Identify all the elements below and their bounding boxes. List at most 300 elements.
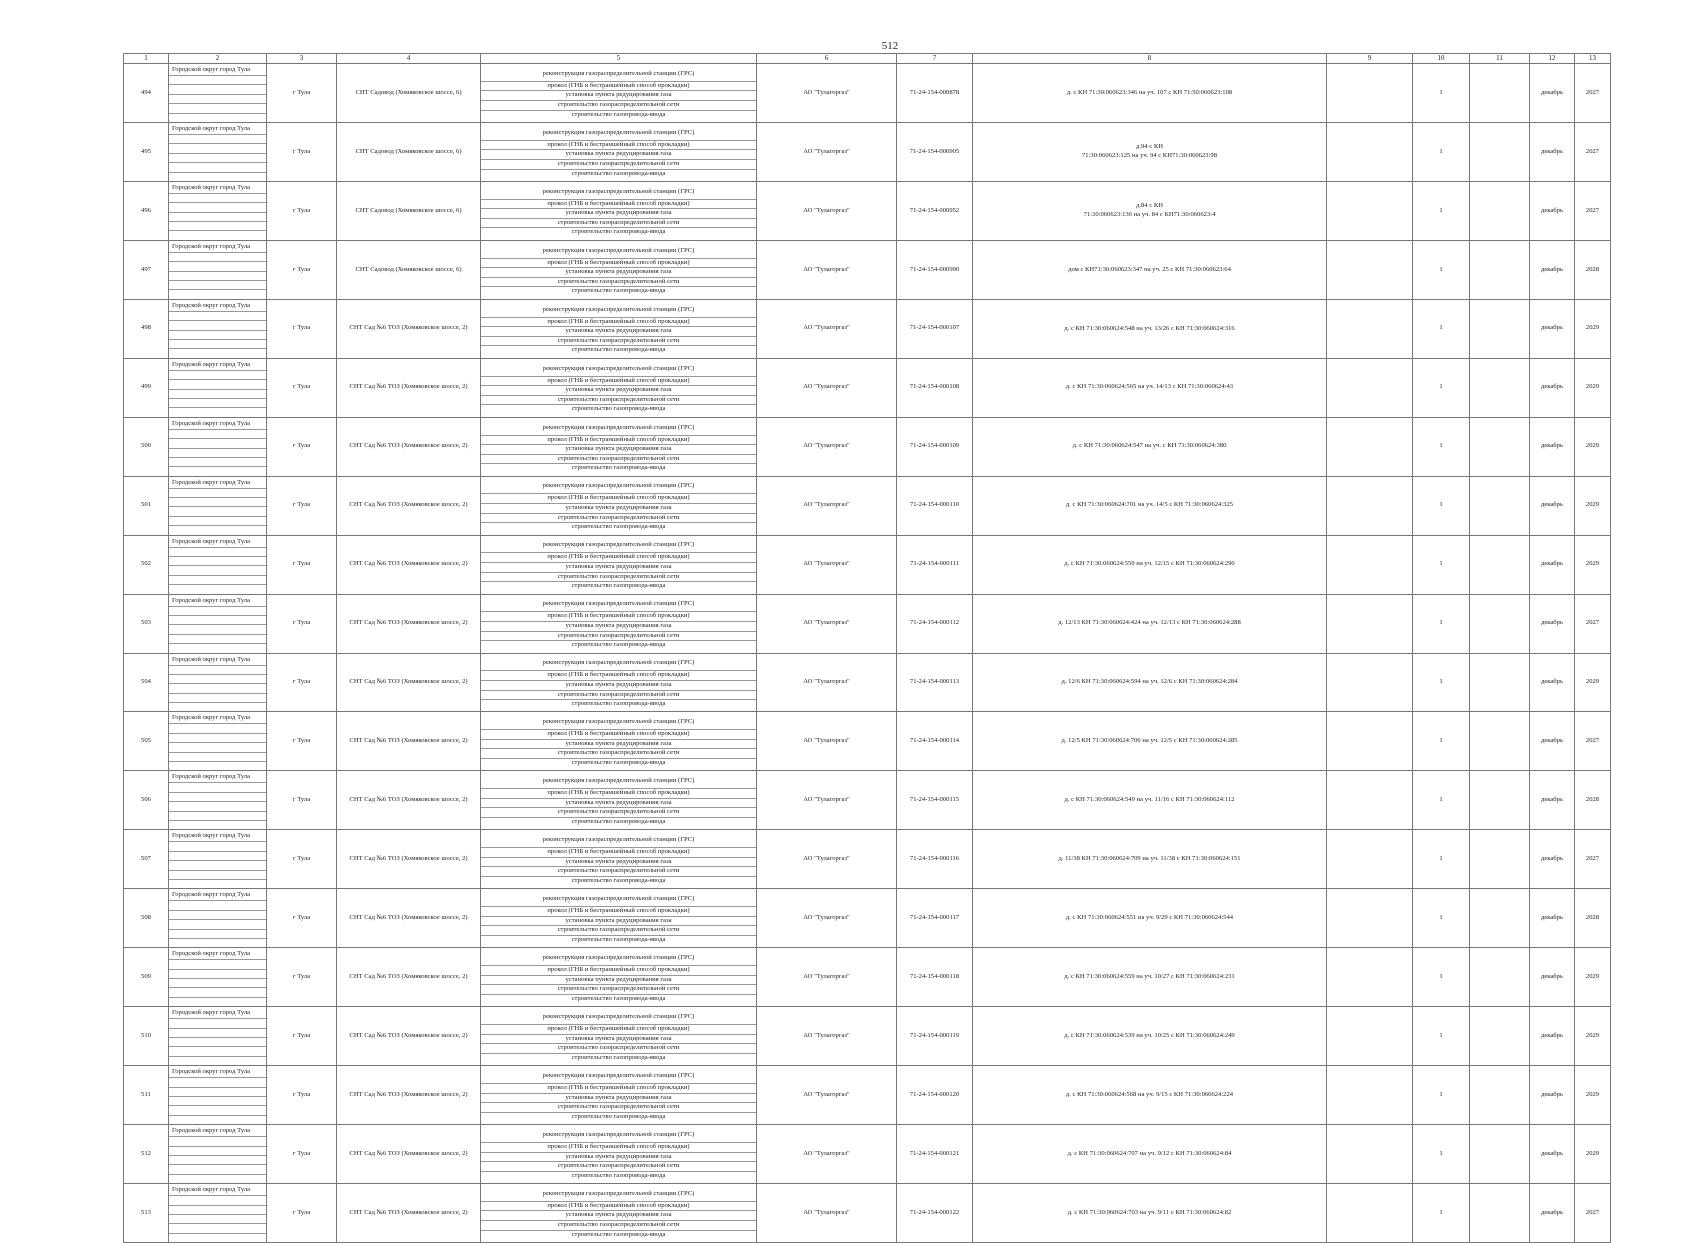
month-cell: декабрь (1530, 535, 1575, 594)
settlement-cell: СНТ Садовод (Хомяковское шоссе, 6) (337, 240, 481, 299)
quantity-cell: 1 (1413, 476, 1470, 535)
column-9-cell (1327, 1007, 1413, 1066)
address-cell: д. с КН 71:30:060624:701 на уч. 14/5 с КН 71:30:060624:325 (973, 476, 1327, 535)
work-item: прокол (ГНБ и бестраншейный способ прокладки) (481, 200, 756, 210)
column-11-cell (1470, 417, 1530, 476)
row-number: 496 (124, 181, 169, 240)
work-item: установка пункта редуцирования газа (481, 1035, 756, 1045)
work-item: строительство газопровода-ввода (571, 287, 666, 295)
blank-subcell (169, 1088, 266, 1097)
month-cell: декабрь (1530, 358, 1575, 417)
organization-cell: АО "Тулагоргаз" (757, 1125, 897, 1184)
organization-cell: АО "Тулагоргаз" (757, 948, 897, 1007)
work-item: реконструкция газораспределительной станции (ГРС) (481, 185, 756, 200)
column-11-cell (1470, 889, 1530, 948)
blank-subcell (169, 262, 266, 271)
settlement-cell: СНТ Сад №6 ТОЗ (Хомяковское шоссе, 2) (337, 1066, 481, 1125)
year-cell: 2029 (1575, 1007, 1611, 1066)
works-cell (481, 1184, 757, 1243)
application-code-cell: 71-24-154-000952 (897, 181, 973, 240)
blank-subcell (169, 321, 266, 330)
quantity-cell: 1 (1413, 1184, 1470, 1243)
work-item: строительство газопровода-ввода (571, 935, 666, 943)
blank-subcell (169, 684, 266, 693)
municipality-cell (169, 476, 267, 535)
work-item: прокол (ГНБ и бестраншейный способ прокладки) (481, 612, 756, 622)
settlement-cell: СНТ Сад №6 ТОЗ (Хомяковское шоссе, 2) (337, 535, 481, 594)
row-number: 506 (124, 771, 169, 830)
city-cell: г Тула (267, 1007, 337, 1066)
quantity-cell: 1 (1413, 64, 1470, 123)
address-cell: д. с КН 71:30:060624:549 на уч. 11/16 с КН 71:30:060624:112 (973, 771, 1327, 830)
municipality-name: Городской округ город Тула (169, 771, 266, 783)
blank-subcell (169, 1019, 266, 1028)
quantity-cell: 1 (1413, 417, 1470, 476)
municipality-name: Городской округ город Тула (169, 595, 266, 607)
settlement-cell: СНТ Сад №6 ТОЗ (Хомяковское шоссе, 2) (337, 830, 481, 889)
work-item: установка пункта редуцирования газа (481, 976, 756, 986)
works-cell (481, 64, 757, 123)
settlement-cell: СНТ Сад №6 ТОЗ (Хомяковское шоссе, 2) (337, 889, 481, 948)
organization-cell: АО "Тулагоргаз" (757, 476, 897, 535)
work-item: прокол (ГНБ и бестраншейный способ прокладки) (481, 1143, 756, 1153)
municipality-cell (169, 771, 267, 830)
organization-cell: АО "Тулагоргаз" (757, 1184, 897, 1243)
works-cell (481, 358, 757, 417)
blank-subcell (169, 1038, 266, 1047)
work-item: установка пункта редуцирования газа (481, 268, 756, 278)
works-cell (481, 299, 757, 358)
organization-cell: АО "Тулагоргаз" (757, 417, 897, 476)
address-cell: д. 11/38 КН 71:30:060624:709 на уч. 11/38 с КН 71:30:060624:151 (973, 830, 1327, 889)
blank-subcell (169, 163, 266, 172)
blank-subcell (169, 566, 266, 575)
year-cell: 2029 (1575, 1066, 1611, 1125)
month-cell: декабрь (1530, 476, 1575, 535)
city-cell: г Тула (267, 358, 337, 417)
blank-subcell (169, 734, 266, 743)
blank-subcell (169, 852, 266, 861)
work-item: прокол (ГНБ и бестраншейный способ прокладки) (481, 1084, 756, 1094)
work-item: установка пункта редуцирования газа (481, 1211, 756, 1221)
column-11-cell (1470, 358, 1530, 417)
city-cell: г Тула (267, 535, 337, 594)
row-number: 507 (124, 830, 169, 889)
work-item: прокол (ГНБ и бестраншейный способ прокладки) (481, 494, 756, 504)
column-header: 6 (757, 54, 897, 64)
blank-subcell (169, 135, 266, 144)
municipality-cell (169, 358, 267, 417)
city-cell: г Тула (267, 830, 337, 889)
application-code-cell: 71-24-154-000120 (897, 1066, 973, 1125)
work-item: установка пункта редуцирования газа (481, 799, 756, 809)
column-9-cell (1327, 889, 1413, 948)
work-item: реконструкция газораспределительной станции (ГРС) (481, 951, 756, 966)
municipality-cell (169, 653, 267, 712)
work-item: строительство газопровода-ввода (571, 110, 666, 118)
blank-subcell (169, 1029, 266, 1038)
application-code-cell: 71-24-154-000119 (897, 1007, 973, 1066)
blank-subcell (169, 762, 266, 770)
row-number: 504 (124, 653, 169, 712)
work-item: строительство газопровода-ввода (571, 994, 666, 1002)
settlement-cell: СНТ Сад №6 ТОЗ (Хомяковское шоссе, 2) (337, 1184, 481, 1243)
work-item: установка пункта редуцирования газа (481, 681, 756, 691)
address-cell: д.94 с КН 71:30:060623:125 на уч. 94 с КН71:30:060623:98 (973, 122, 1327, 181)
column-9-cell (1327, 771, 1413, 830)
address-cell: д. с КН 71:30:060624:707 на уч. 9/12 с КН 71:30:060624:84 (973, 1125, 1327, 1184)
address-cell: д. с КН 71:30:060624:565 на уч. 14/13 с КН 71:30:060624:43 (973, 358, 1327, 417)
work-item: реконструкция газораспределительной станции (ГРС) (481, 597, 756, 612)
blank-subcell (169, 498, 266, 507)
blank-subcell (169, 635, 266, 644)
column-11-cell (1470, 1184, 1530, 1243)
work-item: строительство газопровода-ввода (571, 1053, 666, 1061)
blank-subcell (169, 1215, 266, 1224)
works-cell (481, 712, 757, 771)
work-item: реконструкция газораспределительной станции (ГРС) (481, 892, 756, 907)
column-9-cell (1327, 948, 1413, 1007)
settlement-cell: СНТ Сад №6 ТОЗ (Хомяковское шоссе, 2) (337, 712, 481, 771)
application-code-cell: 71-24-154-000109 (897, 417, 973, 476)
organization-cell: АО "Тулагоргаз" (757, 299, 897, 358)
work-item: установка пункта редуцирования газа (481, 622, 756, 632)
blank-subcell (169, 753, 266, 762)
blank-subcell (169, 1196, 266, 1205)
work-item: строительство газораспределительной сети (481, 573, 756, 583)
year-cell: 2029 (1575, 1125, 1611, 1184)
work-item: установка пункта редуцирования газа (481, 150, 756, 160)
municipality-cell (169, 948, 267, 1007)
blank-subcell (169, 930, 266, 939)
table-row (124, 476, 1611, 535)
municipality-name: Городской округ город Тула (169, 536, 266, 548)
organization-cell: АО "Тулагоргаз" (757, 122, 897, 181)
column-11-cell (1470, 181, 1530, 240)
municipality-cell (169, 122, 267, 181)
column-header: 7 (897, 54, 973, 64)
work-item: установка пункта редуцирования газа (481, 386, 756, 396)
address-cell: д. 12/13 КН 71:30:060624:424 на уч. 12/13 с КН 71:30:060624:288 (973, 594, 1327, 653)
municipality-name: Городской округ город Тула (169, 948, 266, 960)
blank-subcell (169, 489, 266, 498)
application-code-cell: 71-24-154-000113 (897, 653, 973, 712)
works-cell (481, 122, 757, 181)
column-11-cell (1470, 299, 1530, 358)
work-item: строительство газопровода-ввода (571, 582, 666, 590)
year-cell: 2029 (1575, 358, 1611, 417)
column-9-cell (1327, 417, 1413, 476)
column-11-cell (1470, 594, 1530, 653)
city-cell: г Тула (267, 1066, 337, 1125)
work-item: реконструкция газораспределительной станции (ГРС) (481, 126, 756, 141)
work-item: строительство газопровода-ввода (571, 169, 666, 177)
work-item: строительство газораспределительной сети (481, 808, 756, 818)
blank-subcell (169, 880, 266, 888)
column-9-cell (1327, 535, 1413, 594)
column-9-cell (1327, 476, 1413, 535)
work-item: строительство газораспределительной сети (481, 691, 756, 701)
organization-cell: АО "Тулагоргаз" (757, 771, 897, 830)
work-item: строительство газопровода-ввода (571, 228, 666, 236)
blank-subcell (169, 901, 266, 910)
blank-subcell (169, 458, 266, 467)
application-code-cell: 71-24-154-000115 (897, 771, 973, 830)
table-row (124, 594, 1611, 653)
address-cell: д. с КН 71:30:060623:346 на уч. 107 с КН 71:50:060623:108 (973, 64, 1327, 123)
work-item: прокол (ГНБ и бестраншейный способ прокладки) (481, 730, 756, 740)
work-item: установка пункта редуцирования газа (481, 563, 756, 573)
column-9-cell (1327, 181, 1413, 240)
month-cell: декабрь (1530, 64, 1575, 123)
blank-subcell (169, 203, 266, 212)
municipality-name: Городской округ город Тула (169, 889, 266, 901)
address-cell: д. с КН 71:30:060624:551 на уч. 9/29 с КН 71:30:060624:544 (973, 889, 1327, 948)
address-cell: д. с КН 71:30:060624:539 на уч. 10/25 с КН 71:30:060624:249 (973, 1007, 1327, 1066)
works-cell (481, 1007, 757, 1066)
month-cell: декабрь (1530, 594, 1575, 653)
row-number: 509 (124, 948, 169, 1007)
blank-subcell (169, 439, 266, 448)
work-item: строительство газопровода-ввода (571, 818, 666, 825)
city-cell: г Тула (267, 240, 337, 299)
year-cell: 2029 (1575, 476, 1611, 535)
organization-cell: АО "Тулагоргаз" (757, 64, 897, 123)
application-code-cell: 71-24-154-000111 (897, 535, 973, 594)
table-row (124, 1125, 1611, 1184)
city-cell: г Тула (267, 476, 337, 535)
blank-subcell (169, 1047, 266, 1056)
row-number: 500 (124, 417, 169, 476)
blank-subcell (169, 340, 266, 349)
work-item: установка пункта редуцирования газа (481, 1094, 756, 1104)
column-9-cell (1327, 358, 1413, 417)
settlement-cell: СНТ Сад №6 ТОЗ (Хомяковское шоссе, 2) (337, 1125, 481, 1184)
municipality-cell (169, 535, 267, 594)
month-cell: декабрь (1530, 948, 1575, 1007)
column-number-row (124, 54, 1611, 64)
work-item: прокол (ГНБ и бестраншейный способ прокладки) (481, 907, 756, 917)
settlement-cell: СНТ Сад №6 ТОЗ (Хомяковское шоссе, 2) (337, 417, 481, 476)
settlement-cell: СНТ Садовод (Хомяковское шоссе, 6) (337, 64, 481, 123)
blank-subcell (169, 290, 266, 298)
table-row (124, 122, 1611, 181)
row-number: 499 (124, 358, 169, 417)
works-cell (481, 181, 757, 240)
work-item: строительство газораспределительной сети (481, 985, 756, 995)
blank-subcell (169, 114, 266, 122)
work-item: установка пункта редуцирования газа (481, 327, 756, 337)
work-item: прокол (ГНБ и бестраншейный способ прокладки) (481, 1025, 756, 1035)
blank-subcell (169, 1147, 266, 1156)
work-item: установка пункта редуцирования газа (481, 917, 756, 927)
column-11-cell (1470, 476, 1530, 535)
row-number: 510 (124, 1007, 169, 1066)
blank-subcell (169, 1106, 266, 1115)
month-cell: декабрь (1530, 181, 1575, 240)
work-item: строительство газораспределительной сети (481, 514, 756, 524)
month-cell: декабрь (1530, 830, 1575, 889)
row-number: 502 (124, 535, 169, 594)
settlement-cell: СНТ Сад №6 ТОЗ (Хомяковское шоссе, 2) (337, 358, 481, 417)
municipality-name: Городской округ город Тула (169, 1125, 266, 1137)
work-item: строительство газораспределительной сети (481, 867, 756, 877)
blank-subcell (169, 585, 266, 593)
municipality-name: Городской округ город Тула (169, 359, 266, 371)
column-9-cell (1327, 712, 1413, 771)
city-cell: г Тула (267, 948, 337, 1007)
column-9-cell (1327, 594, 1413, 653)
address-cell: д. 12/5 КН 71:30:060624:706 на уч. 12/5 с КН 71:30:060624:285 (973, 712, 1327, 771)
table-row (124, 1007, 1611, 1066)
gasification-register-table (123, 53, 1611, 1243)
settlement-cell: СНТ Садовод (Хомяковское шоссе, 6) (337, 181, 481, 240)
work-item: установка пункта редуцирования газа (481, 504, 756, 514)
blank-subcell (169, 871, 266, 880)
blank-subcell (169, 467, 266, 475)
works-cell (481, 417, 757, 476)
column-11-cell (1470, 64, 1530, 123)
application-code-cell: 71-24-154-000116 (897, 830, 973, 889)
municipality-name: Городской округ город Тула (169, 123, 266, 135)
year-cell: 2028 (1575, 240, 1611, 299)
work-item: строительство газопровода-ввода (571, 700, 666, 708)
application-code-cell: 71-24-154-000114 (897, 712, 973, 771)
row-number: 512 (124, 1125, 169, 1184)
column-header: 5 (481, 54, 757, 64)
municipality-cell (169, 299, 267, 358)
blank-subcell (169, 1156, 266, 1165)
blank-subcell (169, 970, 266, 979)
table-row (124, 417, 1611, 476)
blank-subcell (169, 194, 266, 203)
settlement-cell: СНТ Сад №6 ТОЗ (Хомяковское шоссе, 2) (337, 299, 481, 358)
quantity-cell: 1 (1413, 240, 1470, 299)
municipality-cell (169, 1066, 267, 1125)
year-cell: 2027 (1575, 712, 1611, 771)
blank-subcell (169, 616, 266, 625)
works-cell (481, 535, 757, 594)
column-header: 12 (1530, 54, 1575, 64)
column-9-cell (1327, 653, 1413, 712)
address-cell: д.84 с КН 71:30:060623:130 на уч. 84 с КН71:30:060623:4 (973, 181, 1327, 240)
year-cell: 2027 (1575, 830, 1611, 889)
address-cell: д. с КН 71:30:060624:547 на уч. с КН 71:30:060624:380 (973, 417, 1327, 476)
work-item: прокол (ГНБ и бестраншейный способ прокладки) (481, 1202, 756, 1212)
municipality-cell (169, 417, 267, 476)
blank-subcell (169, 281, 266, 290)
year-cell: 2029 (1575, 653, 1611, 712)
application-code-cell: 71-24-154-000110 (897, 476, 973, 535)
year-cell: 2027 (1575, 1184, 1611, 1243)
column-header: 2 (169, 54, 267, 64)
address-cell: д. с КН 71:30:060624:550 на уч. 12/15 с КН 71:30:060624:290 (973, 535, 1327, 594)
column-header: 4 (337, 54, 481, 64)
month-cell: декабрь (1530, 1125, 1575, 1184)
blank-subcell (169, 95, 266, 104)
municipality-cell (169, 712, 267, 771)
blank-subcell (169, 666, 266, 675)
work-item: строительство газораспределительной сети (481, 455, 756, 465)
municipality-name: Городской округ город Тула (169, 1184, 266, 1196)
column-9-cell (1327, 122, 1413, 181)
quantity-cell: 1 (1413, 830, 1470, 889)
column-9-cell (1327, 1125, 1413, 1184)
address-cell: дом с КН71:30:060623:347 на уч. 25 с КН 71:30:060623:64 (973, 240, 1327, 299)
blank-subcell (169, 979, 266, 988)
application-code-cell: 71-24-154-000122 (897, 1184, 973, 1243)
work-item: прокол (ГНБ и бестраншейный способ прокладки) (481, 848, 756, 858)
column-11-cell (1470, 1066, 1530, 1125)
municipality-name: Городской округ город Тула (169, 182, 266, 194)
column-header: 13 (1575, 54, 1611, 64)
blank-subcell (169, 625, 266, 634)
work-item: строительство газораспределительной сети (481, 396, 756, 406)
works-cell (481, 830, 757, 889)
month-cell: декабрь (1530, 1184, 1575, 1243)
blank-subcell (169, 1165, 266, 1174)
blank-subcell (169, 911, 266, 920)
blank-subcell (169, 399, 266, 408)
city-cell: г Тула (267, 594, 337, 653)
works-cell (481, 594, 757, 653)
work-item: реконструкция газораспределительной станции (ГРС) (481, 1187, 756, 1202)
work-item: установка пункта редуцирования газа (481, 1153, 756, 1163)
work-item: прокол (ГНБ и бестраншейный способ прокладки) (481, 553, 756, 563)
table-row (124, 299, 1611, 358)
work-item: реконструкция газораспределительной станции (ГРС) (481, 244, 756, 259)
city-cell: г Тула (267, 64, 337, 123)
blank-subcell (169, 644, 266, 652)
application-code-cell: 71-24-154-000108 (897, 358, 973, 417)
work-item: строительство газораспределительной сети (481, 160, 756, 170)
blank-subcell (169, 743, 266, 752)
city-cell: г Тула (267, 1125, 337, 1184)
work-item: строительство газопровода-ввода (571, 759, 666, 767)
work-item: прокол (ГНБ и бестраншейный способ прокладки) (481, 259, 756, 269)
blank-subcell (169, 802, 266, 811)
column-11-cell (1470, 948, 1530, 1007)
blank-subcell (169, 331, 266, 340)
settlement-cell: СНТ Сад №6 ТОЗ (Хомяковское шоссе, 2) (337, 594, 481, 653)
blank-subcell (169, 1224, 266, 1233)
address-cell: д. с КН 71:30:060624:703 на уч. 9/11 с КН 71:30:060624:82 (973, 1184, 1327, 1243)
blank-subcell (169, 231, 266, 239)
column-9-cell (1327, 830, 1413, 889)
work-item: строительство газопровода-ввода (571, 523, 666, 531)
address-cell: д. с КН 71:30:060624:548 на уч. 13/26 с КН 71:30:060624:316 (973, 299, 1327, 358)
organization-cell: АО "Тулагоргаз" (757, 358, 897, 417)
blank-subcell (169, 920, 266, 929)
column-11-cell (1470, 1125, 1530, 1184)
column-11-cell (1470, 1007, 1530, 1066)
blank-subcell (169, 1137, 266, 1146)
column-9-cell (1327, 240, 1413, 299)
work-item: установка пункта редуцирования газа (481, 740, 756, 750)
address-cell: д. с КН 71:30:060624:559 на уч. 10/27 с КН 71:30:060624:231 (973, 948, 1327, 1007)
address-cell: д. с КН 71:30:060624:568 на уч. 9/15 с КН 71:30:060624:224 (973, 1066, 1327, 1125)
table-row (124, 1184, 1611, 1243)
blank-subcell (169, 793, 266, 802)
organization-cell: АО "Тулагоргаз" (757, 535, 897, 594)
organization-cell: АО "Тулагоргаз" (757, 653, 897, 712)
blank-subcell (169, 272, 266, 281)
application-code-cell: 71-24-154-000905 (897, 122, 973, 181)
municipality-cell (169, 830, 267, 889)
works-cell (481, 771, 757, 830)
municipality-cell (169, 594, 267, 653)
work-item: прокол (ГНБ и бестраншейный способ прокладки) (481, 789, 756, 799)
